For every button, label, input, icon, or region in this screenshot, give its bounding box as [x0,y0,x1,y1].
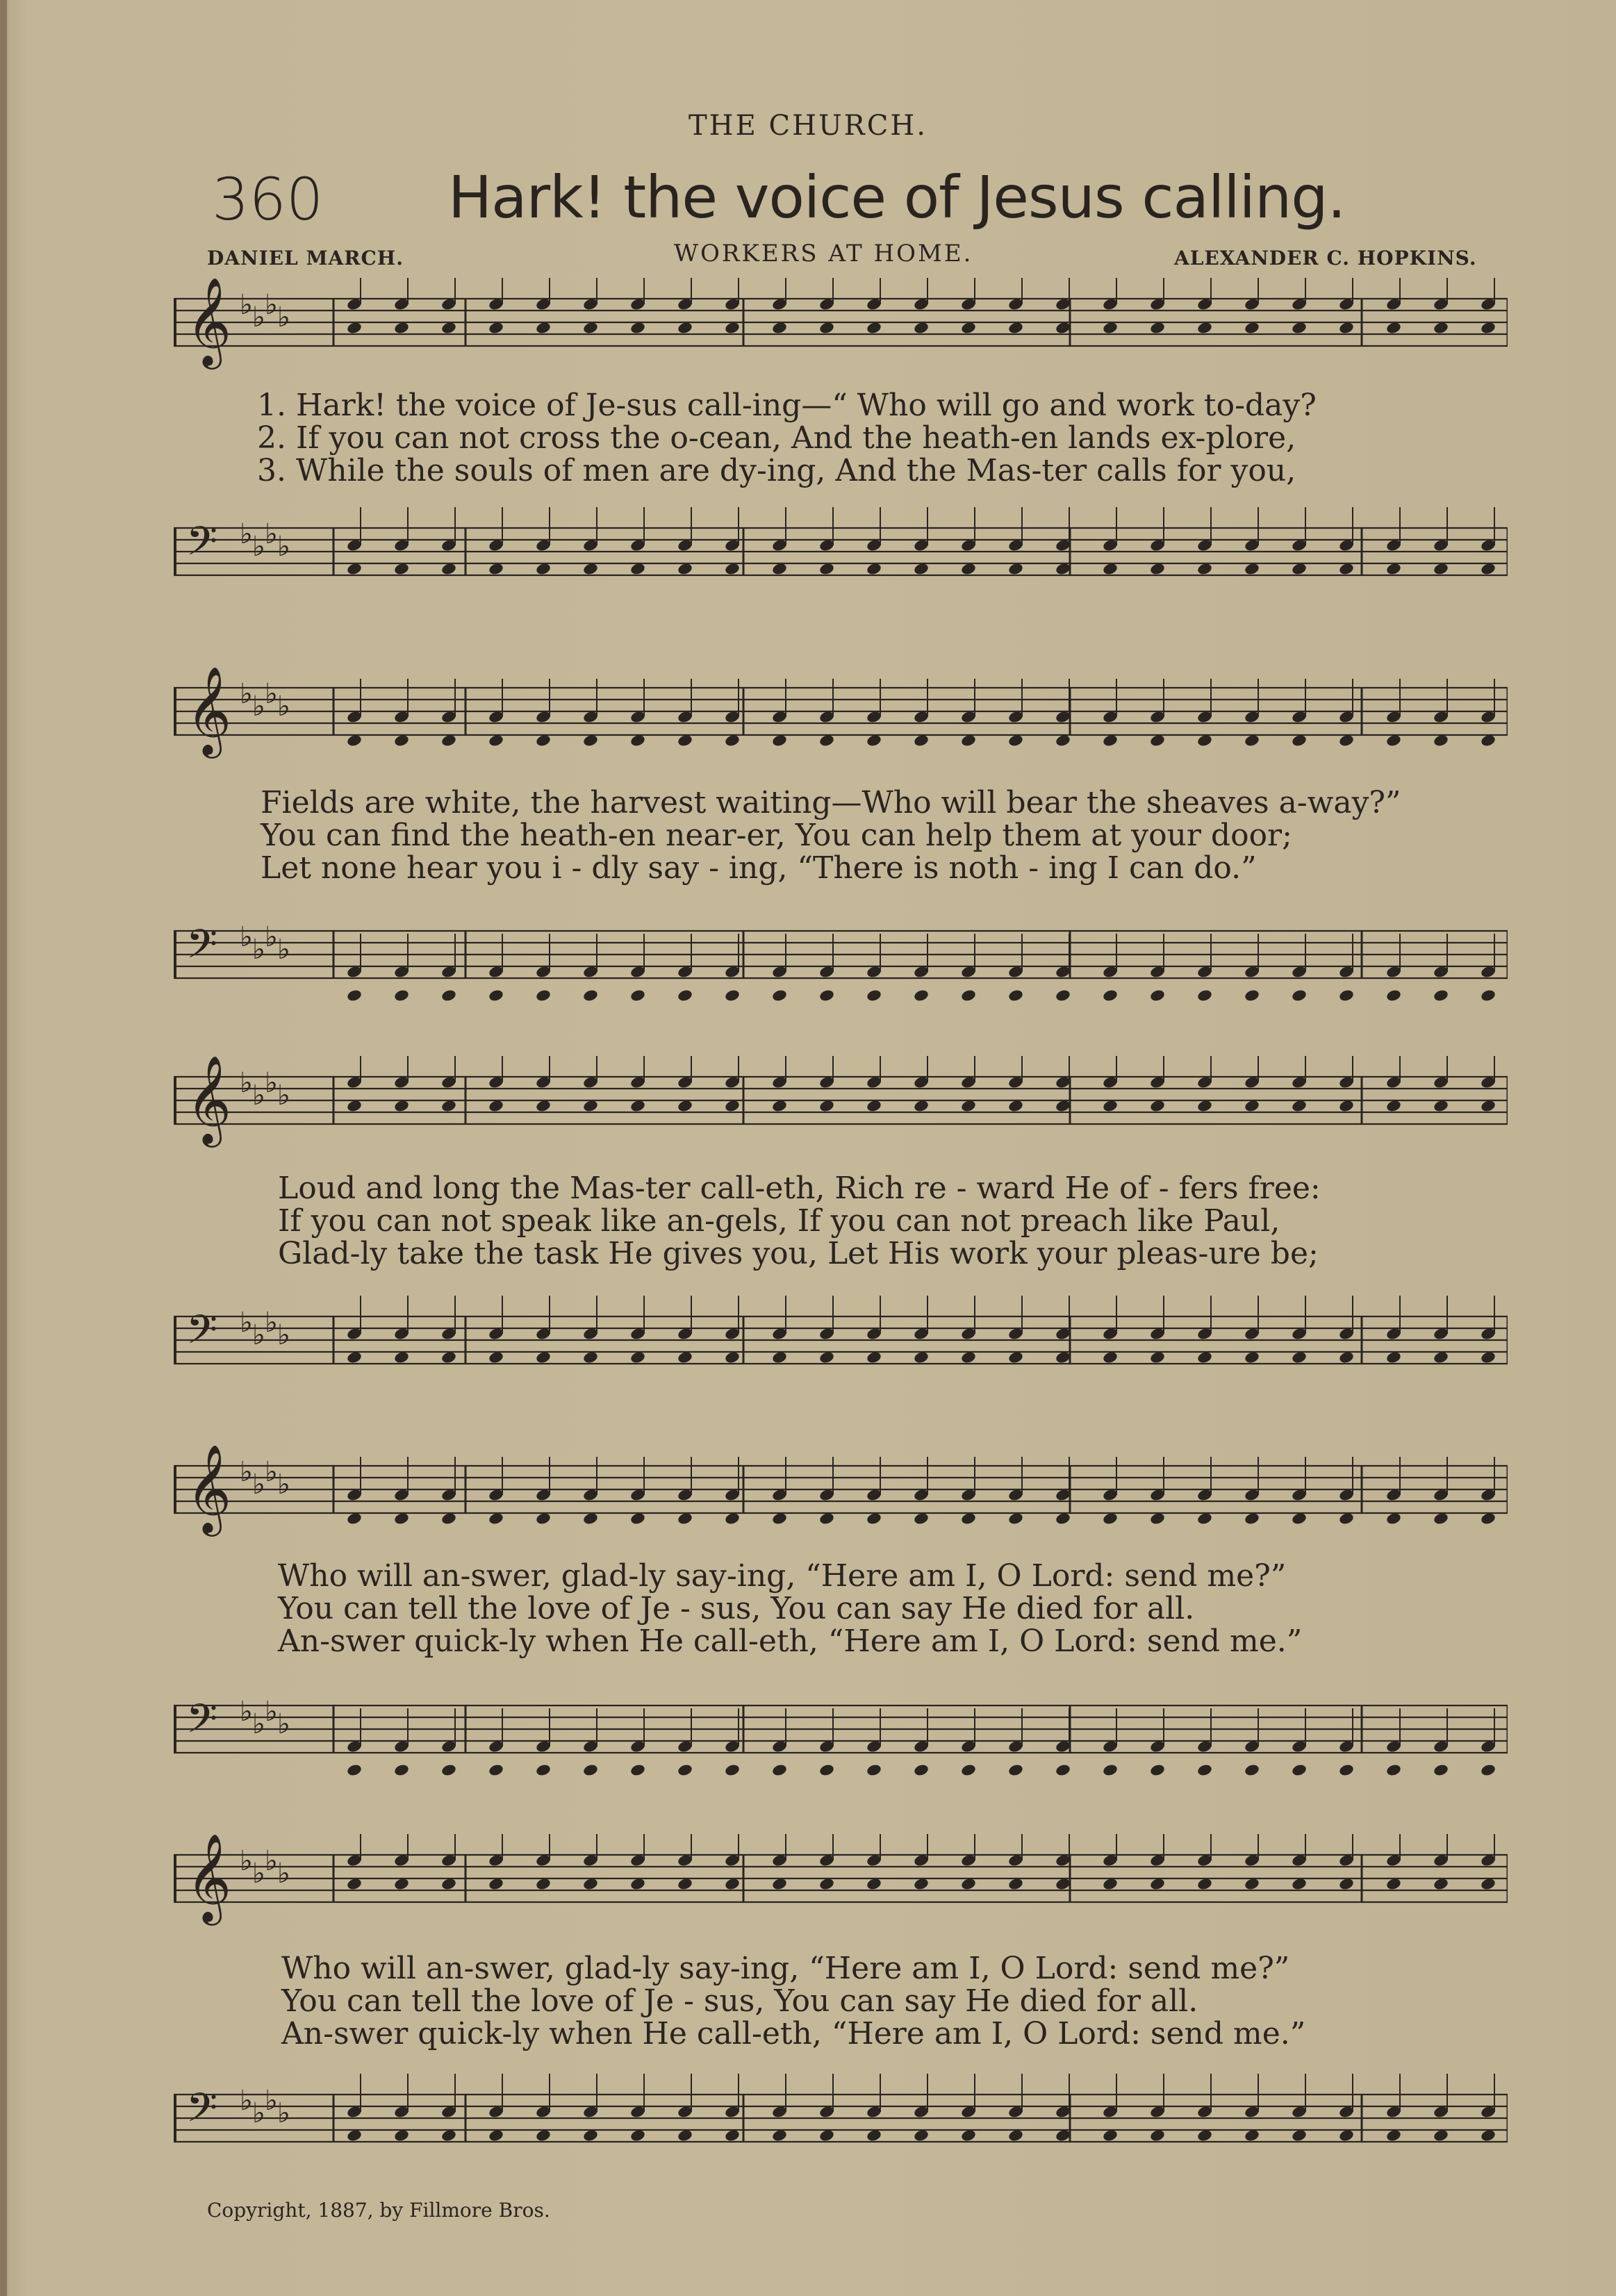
lyric-line: 1. Hark! the voice of Je-sus call-ing—“ Who will go and work to-day? [257,388,1317,423]
flat-icon: ♭ [240,518,253,550]
flat-icon: ♭ [252,1708,265,1740]
flat-icon: ♭ [240,1067,253,1099]
flat-icon: ♭ [265,678,278,710]
flat-icon: ♭ [277,1858,290,1890]
lyric-line: 3. While the souls of men are dy-ing, And the Mas-ter calls for you, [257,453,1296,488]
flat-icon: ♭ [240,921,253,953]
flat-icon: ♭ [240,1456,253,1488]
flat-icon: ♭ [252,1858,265,1890]
lyric-line: Glad-ly take the task He gives you, Let His work your pleas-ure be; [278,1236,1319,1271]
flat-icon: ♭ [265,1067,278,1099]
treble-clef-icon: 𝄞 [186,1056,232,1143]
flat-icon: ♭ [277,531,290,563]
flat-icon: ♭ [252,691,265,722]
bass-clef-icon: 𝄢 [186,1306,218,1363]
lyric-line: You can find the heath-en near-er, You can help them at your door; [261,818,1292,853]
flat-icon: ♭ [277,2097,290,2129]
lyric-line: If you can not speak like an-gels, If you can not preach like Paul, [278,1203,1280,1239]
lyric-line: 2. If you can not cross the o-cean, And the heath-en lands ex-plore, [257,420,1296,456]
flat-icon: ♭ [277,1708,290,1740]
flat-icon: ♭ [265,2085,278,2117]
hymn-number: 360 [212,165,324,233]
hymn-title: Hark! the voice of Jesus calling. [448,163,1346,231]
flat-icon: ♭ [252,1469,265,1501]
treble-clef-icon: 𝄞 [186,278,232,365]
flat-icon: ♭ [240,289,253,321]
bass-staff-3 [174,1275,1508,1407]
lyric-line: An-swer quick-ly when He call-eth, “Here am I, O Lord: send me.” [281,2016,1306,2051]
flat-icon: ♭ [265,289,278,321]
flat-icon: ♭ [252,934,265,966]
treble-clef-icon: 𝄞 [186,1445,232,1533]
page-edge [0,0,7,2296]
lyric-line: You can tell the love of Je - sus, You can say He died for all. [278,1591,1195,1626]
flat-icon: ♭ [240,2085,253,2117]
running-head: THE CHURCH. [689,110,927,142]
bass-clef-icon: 𝄢 [186,1695,218,1752]
bass-staff-lines [174,889,1508,1021]
flat-icon: ♭ [277,1319,290,1351]
lyric-line: Let none hear you i - dly say - ing, “There is noth - ing I can do.” [261,850,1257,886]
flat-icon: ♭ [252,531,265,563]
bass-clef-icon: 𝄢 [186,2084,218,2141]
author-credit: DANIEL MARCH. [207,247,404,270]
flat-icon: ♭ [265,518,278,550]
flat-icon: ♭ [277,934,290,966]
lyric-line: Who will an-swer, glad-ly say-ing, “Here am I, O Lord: send me?” [278,1558,1287,1594]
bass-staff-2 [174,889,1508,1021]
bass-clef-icon: 𝄢 [186,518,218,575]
treble-clef-icon: 𝄞 [186,1834,232,1922]
bass-clef-icon: 𝄢 [186,920,218,977]
bass-staff-5 [174,2053,1508,2185]
tune-name: WORKERS AT HOME. [674,240,973,267]
bass-staff-lines [174,486,1508,618]
flat-icon: ♭ [277,302,290,333]
bass-staff-1 [174,486,1508,618]
flat-icon: ♭ [252,1080,265,1112]
lyric-line: Who will an-swer, glad-ly say-ing, “Here am I, O Lord: send me?” [281,1951,1290,1986]
flat-icon: ♭ [252,2097,265,2129]
flat-icon: ♭ [240,1845,253,1877]
flat-icon: ♭ [265,1456,278,1488]
flat-icon: ♭ [240,1696,253,1728]
flat-icon: ♭ [240,1307,253,1339]
flat-icon: ♭ [240,678,253,710]
bass-staff-lines [174,2053,1508,2185]
bass-staff-4 [174,1664,1508,1796]
flat-icon: ♭ [265,1307,278,1339]
flat-icon: ♭ [265,1845,278,1877]
lyric-line: Fields are white, the harvest waiting—Who will bear the sheaves a-way?” [261,785,1401,820]
flat-icon: ♭ [265,1696,278,1728]
copyright-notice: Copyright, 1887, by Fillmore Bros. [207,2199,550,2222]
bass-staff-lines [174,1275,1508,1407]
flat-icon: ♭ [252,1319,265,1351]
flat-icon: ♭ [277,1469,290,1501]
flat-icon: ♭ [277,1080,290,1112]
flat-icon: ♭ [265,921,278,953]
lyric-line: Loud and long the Mas-ter call-eth, Rich re - ward He of - fers free: [278,1171,1321,1206]
composer-credit: ALEXANDER C. HOPKINS. [1174,247,1477,270]
flat-icon: ♭ [252,302,265,333]
lyric-line: An-swer quick-ly when He call-eth, “Here am I, O Lord: send me.” [278,1624,1303,1659]
treble-clef-icon: 𝄞 [186,667,232,754]
lyric-line: You can tell the love of Je - sus, You can say He died for all. [281,1983,1198,2019]
flat-icon: ♭ [277,691,290,722]
bass-staff-lines [174,1664,1508,1796]
